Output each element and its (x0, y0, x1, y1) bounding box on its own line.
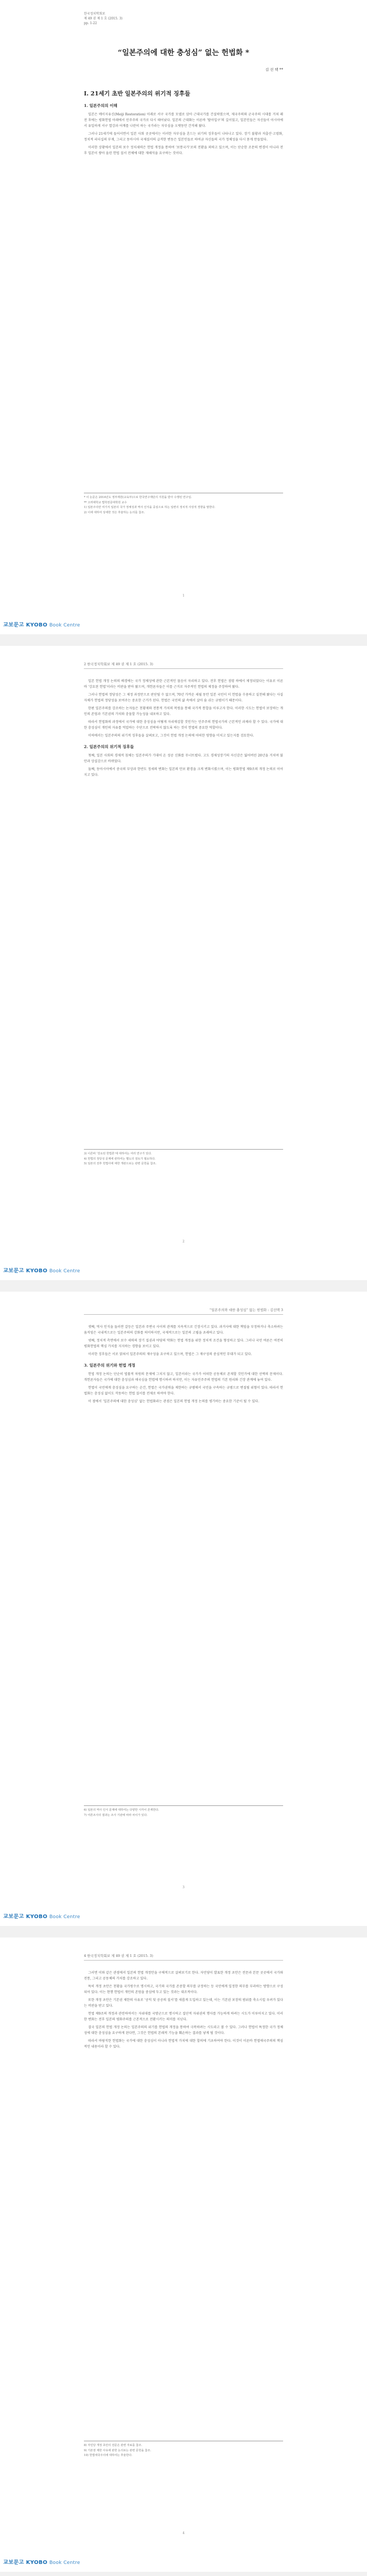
section-heading: Ⅰ. 21세기 초반 일본주의의 위기적 징후들 (84, 90, 190, 97)
paragraph: 일본 헌법 개정 논의의 배경에는 국가 정체성에 관한 근본적인 물음이 자리하고 있다. 전후 헌법은 점령 하에서 제정되었다는 이유로 이른바 ‘강요된 헌법’이라는 비판을 받아 왔으며, 개헌론자들은 이를 근거로 자주적인 헌법의 제정을 주장하여 왔다. (84, 679, 283, 689)
footnotes (84, 1805, 283, 1818)
footnote: 9) 기본권 제한 사유에 관한 논의로는 관련 문헌을 참조. (84, 2449, 152, 2452)
kyobo-watermark (3, 620, 80, 628)
watermark-sub: Book Centre (49, 623, 80, 628)
journal-issue: 제 49 권 제 1 호 (2015. 3) (84, 17, 123, 20)
paragraph: 둘째, 동아시아에서 중국의 부상과 한반도 정세의 변화는 일본의 안보 환경을 크게 변화시켰으며, 이는 평화헌법 제9조의 개정 논의로 이어지고 있다. (84, 767, 283, 777)
paragraph: 이 점에서 ‘일본주의에 대한 충성심’ 없는 헌법화라는 관점은 일본의 헌법 개정 논의를 평가하는 중요한 기준이 될 수 있다. (88, 1400, 260, 1403)
page-2-body (84, 678, 283, 780)
page-number: 4 (182, 2531, 185, 2535)
paragraph: 넷째, 정치적 측면에서 보수 세력의 장기 집권과 야당의 약화는 헌법 개정을 위한 정치적 조건을 형성하고 있다. 그러나 국민 여론은 여전히 평화헌법의 핵심 가치를 지지하는 경향을 보이고 있다. (84, 1339, 283, 1348)
footnote: 1) 일본주의란 여기서 일본의 국가 정체성과 역사 인식을 중심으로 하는 일련의 정치적 사상적 경향을 말한다. (84, 506, 215, 509)
paragraph: 이러한 상황에서 일본의 보수 정치세력은 헌법 개정을 통하여 ‘보통국가’로의 전환을 꾀하고 있으며, 이는 단순한 조문의 변경이 아니라 전후 일본이 쌓아 올린 헌법 질서 전체에 대한 재해석을 요구하는 것이다. (84, 146, 283, 155)
footnote: ** 고려대학교 법학전문대학원 교수 (84, 501, 127, 504)
paragraph: 일본은 메이지유신(Meiji Restoration) 이래로 서구 국가를 모델로 삼아 근대국가를 건설하였으며, 제국주의와 군국주의 시대를 거쳐 패전 후에는 평화헌법 아래에서 민주주의 국가로 다시 태어났다. 일본의 근대화는 이른바 ‘탈아입구’의 길이었고, 일본인들은 자신들이 아시아에서 유일하게 서구 열강과 어깨를 나란히 하는 국가라는 자부심을 오랫동안 간직해 왔다. (84, 113, 283, 128)
paragraph: 결국 일본의 헌법 개정 논의는 일본주의의 위기를 헌법의 개정을 통하여 극복하려는 시도라고 볼 수 있다. 그러나 헌법이 특정한 국가 정체성에 대한 충성심을 요구하게 된다면, 그것은 헌법의 본래적 기능을 훼손하는 결과를 낳게 될 것이다. (84, 2026, 283, 2035)
paragraph: 헌법 개정 논의는 단순히 법률적 차원의 문제에 그치지 않고, 일본이라는 국가가 어떠한 공동체로 존재할 것인가에 대한 선택의 문제이다. 개헌론자들은 국가에 대한 충성심과 애국심을 헌법에 명시하려 하지만, 이는 자유민주주의 헌법의 기본 원리와 긴장 관계에 놓여 있다. (84, 1372, 283, 1382)
footnote: 2) 이에 대하여 상세한 것은 후술하는 논의를 참조. (84, 511, 145, 514)
watermark-sub: Book Centre (49, 1914, 80, 1920)
paragraph: 또한 개정 초안은 기본권 제한의 사유로 ‘공익 및 공공의 질서’를 새롭게 도입하고 있는데, 이는 기본권 보장의 범위를 축소시킬 우려가 있다는 비판을 받고 있다. (84, 1998, 284, 2008)
page-3-body (84, 1324, 283, 1406)
page-1 (0, 0, 367, 634)
paragraph: 첫째, 일본 사회의 경제적 침체는 일본주의가 기대어 온 성공 신화를 무너뜨렸다. 고도 경제성장기의 자신감은 잃어버린 20년을 거치며 불안과 상실감으로 바뀌었다. (84, 754, 283, 763)
footnote: 8) 자민당 개정 초안의 전문은 관련 자료를 참조. (84, 2444, 143, 2447)
journal-header (84, 12, 123, 26)
page-2 (0, 646, 367, 1280)
footnote: 5) 일본의 전후 헌법사에 대한 개관으로는 관련 문헌을 참조. (84, 1162, 157, 1165)
page-1-body (84, 89, 283, 158)
footnote: 4) 헌법의 정당성 문제에 관하여는 별도의 검토가 필요하다. (84, 1157, 156, 1161)
footnotes (84, 2441, 283, 2459)
footnotes (84, 1149, 283, 1167)
watermark-sub: Book Centre (49, 1269, 80, 1274)
footnote: * 이 논문은 2014년도 정부재원(교육부)으로 한국연구재단의 지원을 받아 수행된 연구임. (84, 496, 192, 499)
page-number: 1 (182, 594, 185, 598)
paragraph: 그러나 21세기에 들어서면서 일본 사회 곳곳에서는 이러한 자부심을 흔드는 위기의 징후들이 나타나고 있다. 장기 불황과 저출산·고령화, 정치적 리더십의 부재, 그리고 동아시아 국제질서의 급격한 변동은 일본인들로 하여금 자신들의 국가 정체성을 다시 묻게 만들었다. (84, 132, 283, 142)
paragraph: 셋째, 역사 인식을 둘러싼 갈등은 일본과 주변국 사이의 관계를 지속적으로 긴장시키고 있다. 과거사에 대한 책임을 부정하거나 축소하려는 움직임은 국내적으로는 일본주의의 강화를 의미하지만, 국제적으로는 일본의 고립을 초래하고 있다. (84, 1325, 283, 1335)
journal-pages: pp. 1-22 (84, 21, 97, 25)
watermark-brand: 교보문고 KYOBO (3, 622, 48, 628)
article-title: “일본주의에 대한 충성심” 없는 헌법화 * (117, 49, 250, 57)
paragraph: 이하에서는 일본주의의 위기적 징후들을 살펴보고, 그것이 헌법 개정 논의에 어떠한 영향을 미치고 있는지를 검토한다. (88, 734, 254, 738)
footnote: 7) 여론조사의 결과는 조사 기관에 따라 차이가 있다. (84, 1813, 148, 1817)
paragraph: 헌법이 국민에게 충성심을 요구하는 순간, 헌법은 국가권력을 제한하는 규범에서 국민을 구속하는 규범으로 변질될 위험이 있다. 따라서 헌법화는 충성심 없이도 작동하는 헌법 질서를 전제로 하여야 한다. (84, 1386, 283, 1395)
paragraph: 따라서 헌법화의 과정에서 국가에 대한 충성심을 어떻게 자리매김할 것인가는 민주주의 헌법국가의 근본적인 과제라 할 수 있다. 국가에 대한 충성심이 개인의 자유를 억압하는 수단으로 전락하지 않도록 하는 것이 헌법의 중요한 역할이다. (84, 720, 283, 730)
paragraph: 이러한 징후들은 서로 얽혀서 일본주의의 재구성을 요구하고 있으며, 헌법은 그 재구성의 중심적인 무대가 되고 있다. (88, 1352, 252, 1356)
sub-heading: 1. 일본주의의 이해 (84, 103, 117, 108)
page-3 (0, 1292, 367, 1926)
footnote: 6) 일본의 역사 인식 문제에 대하여는 다양한 시각이 존재한다. (84, 1809, 159, 1812)
kyobo-watermark (3, 1266, 80, 1274)
paragraph: 한편 일본주의를 강조하는 논자들은 천황제와 전통적 가치의 복원을 통해 국가적 통합을 이루고자 한다. 이러한 시도는 헌법이 보장하는 개인의 존엄과 기본권의 가치와 충돌할 가능성을 내포하고 있다. (84, 707, 283, 716)
page-number: 2 (182, 1240, 185, 1243)
paragraph: 헌법 제9조의 개정과 관련하여서는 자위대를 국방군으로 명시하고 집단적 자위권의 행사를 가능하게 하려는 시도가 이루어지고 있다. 이러한 변화는 전후 일본의 평화주의를 근본적으로 전환시키는 의미를 지닌다. (84, 2012, 283, 2021)
footnotes (84, 493, 283, 515)
article-author: 김 선 택 ** (265, 68, 283, 72)
running-head: 4 한국정치학회보 제 49 권 제 1 호 (2015. 3) (84, 1953, 283, 1961)
paragraph: 따라서 바람직한 헌법화는 국가에 대한 충성심이 아니라 헌법적 가치에 대한 합의에 기초하여야 한다. 이것이 이른바 헌법애국주의의 핵심적인 내용이라 할 수 있다. (84, 2039, 283, 2049)
kyobo-watermark (3, 1912, 80, 1920)
running-head: 2 한국정치학회보 제 49 권 제 1 호 (2015. 3) (84, 662, 283, 669)
watermark-brand: 교보문고 KYOBO (3, 1914, 48, 1920)
watermark-sub: Book Centre (49, 2560, 80, 2566)
sub-heading: 2. 일본주의의 위기적 징후들 (84, 744, 134, 749)
page-4 (0, 1938, 367, 2572)
journal-name: 한국정치학회보 (84, 12, 105, 16)
footnote: 10) 헌법애국주의에 대하여는 후술한다. (84, 2454, 133, 2457)
watermark-brand: 교보문고 KYOBO (3, 2560, 48, 2566)
running-head: “일본주의와 대한 충성심” 없는 헌법화 : 김선택 3 (84, 1307, 283, 1315)
footnote: 3) 이른바 ‘강요된 헌법론’에 대하여는 여러 연구가 있다. (84, 1152, 152, 1155)
paragraph: 그러면 이와 같은 관점에서 일본의 헌법 개정안을 구체적으로 살펴보기로 한다. 자민당이 발표한 개정 초안은 전문과 본문 곳곳에서 국가와 전통, 그리고 공동체의 가치를 강조하고 있다. (84, 1971, 283, 1980)
page-number: 3 (182, 1886, 185, 1889)
watermark-brand: 교보문고 KYOBO (3, 1268, 48, 1274)
sub-heading: 3. 일본주의 위기와 헌법 개정 (84, 1363, 135, 1368)
kyobo-watermark (3, 2558, 80, 2566)
paragraph: 특히 개정 초안은 천황을 국가원수로 명시하고, 국기와 국가를 존중할 의무를 규정하는 등 국민에게 일정한 의무를 부과하는 방향으로 구성되어 있다. 이는 현행 헌법이 개인의 존엄을 중심에 두고 있는 것과는 대조적이다. (84, 1985, 283, 1994)
paragraph: 그러나 헌법의 정당성은 그 제정 과정만으로 판단될 수 없으며, 70년 가까운 세월 동안 일본 국민이 이 헌법을 수용하고 실천해 왔다는 사실 자체가 헌법의 정당성을 보여주는 중요한 근거가 된다. 헌법은 국민의 삶 속에서 살아 숨 쉬는 규범이기 때문이다. (84, 693, 283, 702)
page-4-body (84, 1970, 283, 2052)
